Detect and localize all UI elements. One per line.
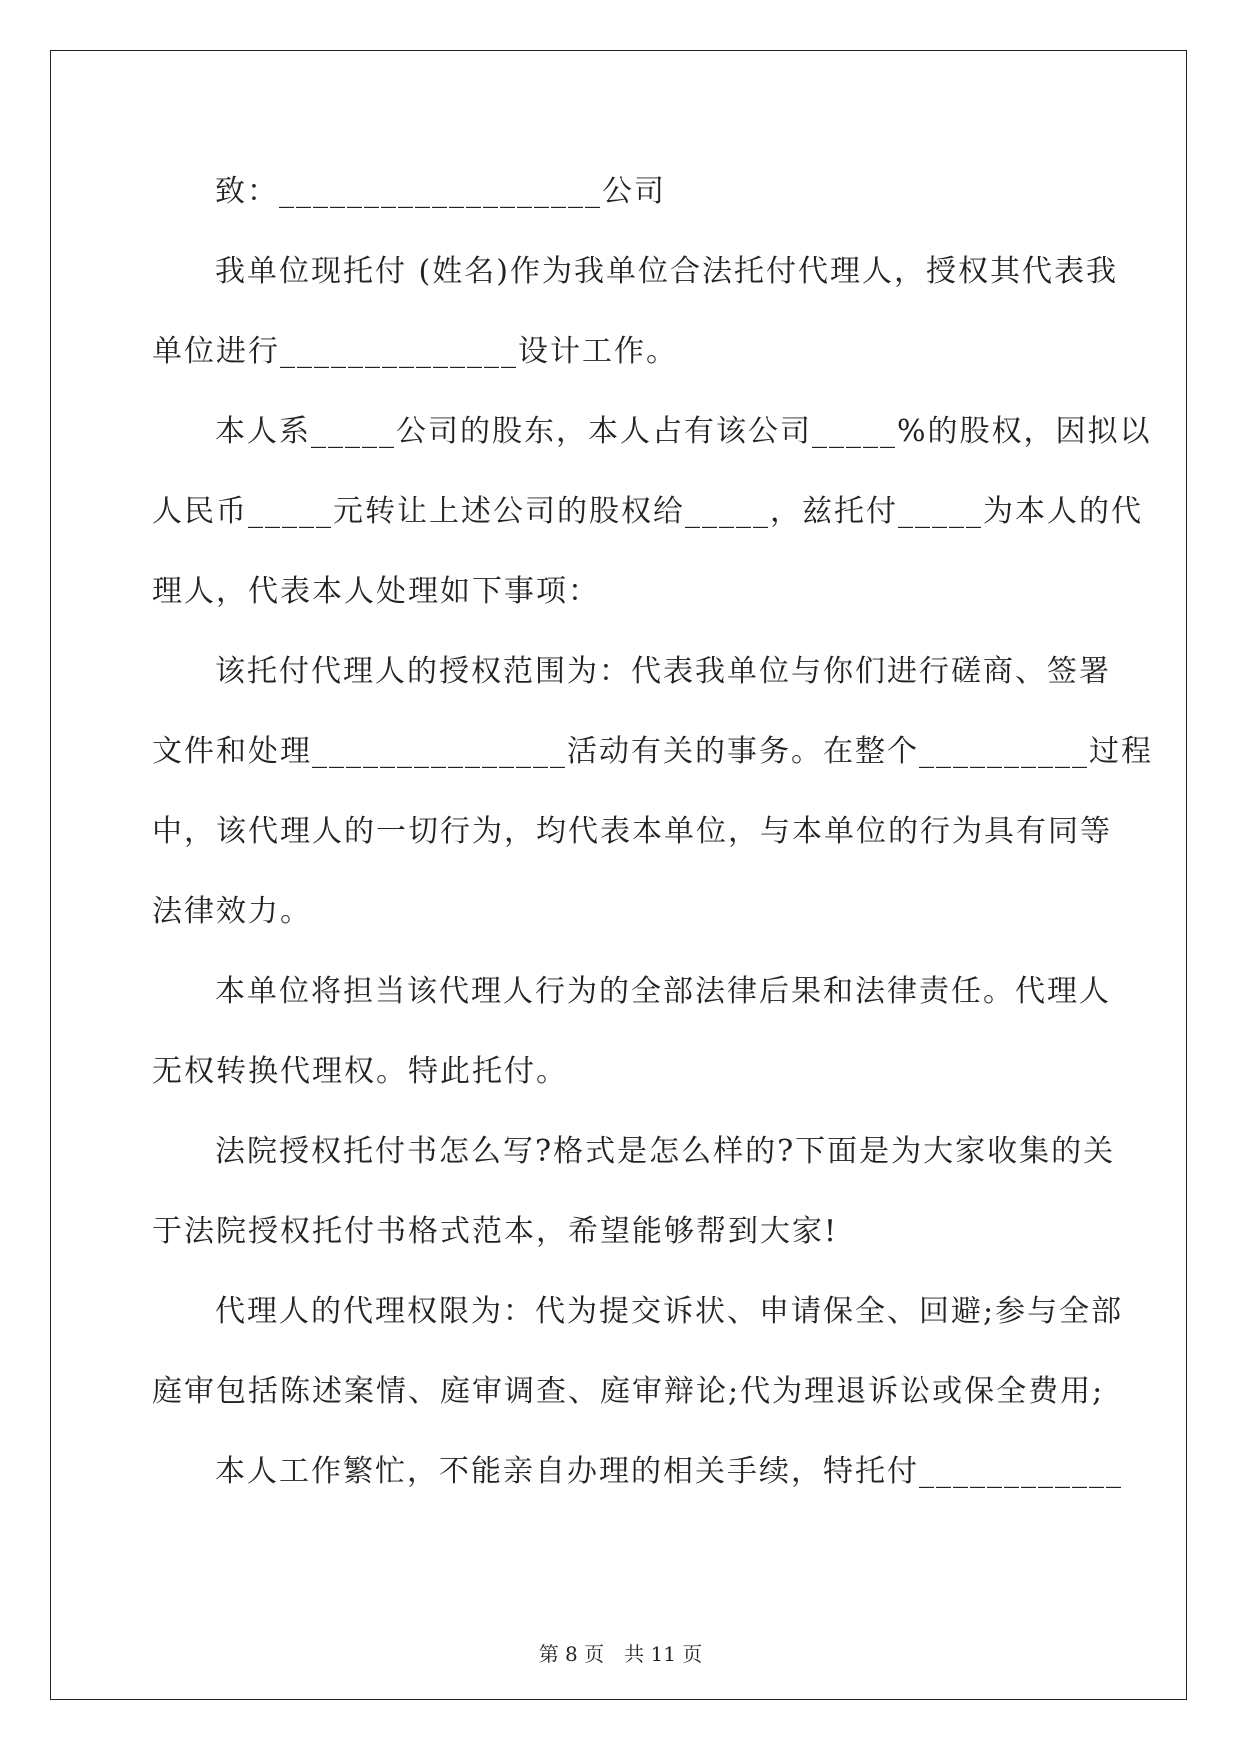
text-line: 文件和处理_______________活动有关的事务。在整个__________过程 bbox=[152, 734, 1153, 769]
text-line: 法律效力。 bbox=[152, 894, 312, 929]
text-line: 致：___________________公司 bbox=[215, 174, 666, 209]
text-line: 中，该代理人的一切行为，均代表本单位，与本单位的行为具有同等 bbox=[152, 814, 1112, 849]
text-line: 本人系_____公司的股东，本人占有该公司_____%的股权，因拟以 bbox=[215, 414, 1152, 449]
text-line: 代理人的代理权限为：代为提交诉状、申请保全、回避;参与全部 bbox=[215, 1294, 1124, 1329]
text-line: 于法院授权托付书格式范本，希望能够帮到大家! bbox=[152, 1214, 839, 1249]
text-line: 人民币_____元转让上述公司的股权给_____，兹托付_____为本人的代 bbox=[152, 494, 1143, 529]
text-line: 理人，代表本人处理如下事项： bbox=[152, 574, 600, 609]
text-line: 我单位现托付 (姓名)作为我单位合法托付代理人，授权其代表我 bbox=[215, 254, 1118, 289]
text-line: 本单位将担当该代理人行为的全部法律后果和法律责任。代理人 bbox=[215, 974, 1111, 1009]
text-line: 法院授权托付书怎么写?格式是怎么样的?下面是为大家收集的关 bbox=[215, 1134, 1116, 1169]
text-line: 庭审包括陈述案情、庭审调查、庭审辩论;代为理退诉讼或保全费用; bbox=[152, 1374, 1105, 1409]
text-line: 单位进行______________设计工作。 bbox=[152, 334, 678, 369]
text-line: 本人工作繁忙，不能亲自办理的相关手续，特托付____________ bbox=[215, 1454, 1123, 1489]
page-number: 第 8 页 共 11 页 bbox=[538, 1642, 703, 1666]
text-line: 该托付代理人的授权范围为：代表我单位与你们进行磋商、签署 bbox=[215, 654, 1111, 689]
text-line: 无权转换代理权。特此托付。 bbox=[152, 1054, 568, 1089]
